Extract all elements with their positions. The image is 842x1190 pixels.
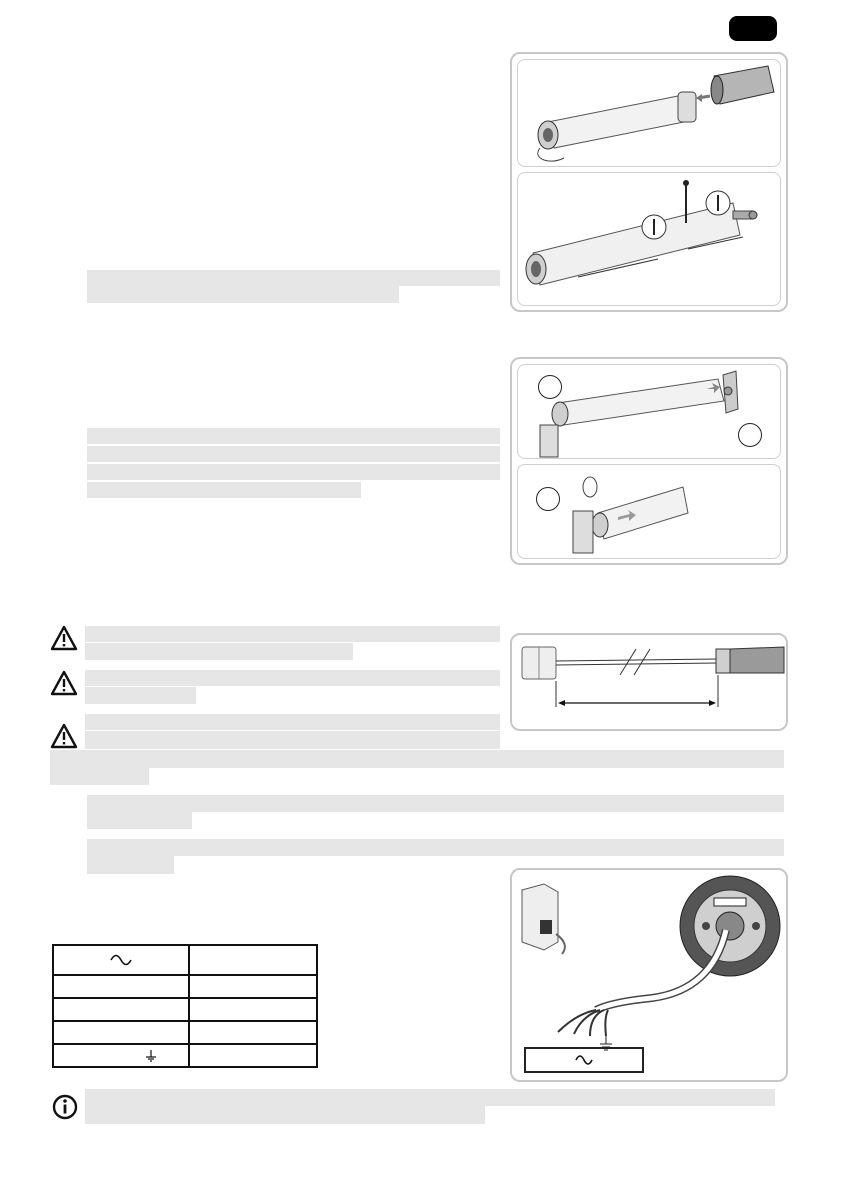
warning-text-3b: [85, 731, 500, 749]
warning-text-3d: [50, 768, 149, 785]
table-cell: [189, 998, 317, 1021]
figure-motor-insert: [517, 59, 781, 167]
table-cell: [189, 945, 317, 975]
table-cell: [53, 1044, 189, 1067]
figure-adapter-screws: [517, 172, 781, 306]
table-cell: [189, 1021, 317, 1044]
text-block-5: [87, 839, 784, 856]
figure-bracket-lock: [517, 464, 781, 559]
table-row: [53, 998, 317, 1021]
warning-icon: [50, 625, 78, 651]
ac-supply-box: [524, 1047, 644, 1073]
ac-wave-icon: [109, 954, 133, 966]
info-text: [85, 1089, 775, 1106]
table-cell: [53, 998, 189, 1021]
table-row: [53, 1044, 317, 1067]
figure-cable-length: [510, 633, 788, 731]
table-cell: [53, 975, 189, 998]
warning-text-1: [85, 626, 500, 642]
text-block-2d: [87, 482, 361, 498]
table-cell: [189, 1044, 317, 1067]
table-row: [53, 945, 317, 975]
info-icon: [52, 1094, 78, 1120]
text-block-1b: [87, 286, 399, 303]
wire-color-table: [52, 944, 318, 1068]
text-block-5b: [87, 856, 174, 874]
figure-bracket-mount: [510, 357, 788, 565]
table-cell: [53, 1021, 189, 1044]
warning-text-2b: [85, 687, 196, 704]
figure-motor-assembly: [510, 52, 788, 312]
warning-icon: [50, 670, 78, 696]
ground-icon: [144, 1050, 158, 1062]
text-block-2c: [87, 464, 500, 480]
info-text-b: [85, 1106, 485, 1124]
text-block-4b: [87, 812, 192, 829]
warning-text-3: [85, 714, 500, 730]
figure-wiring: [510, 868, 788, 1082]
warning-icon: [50, 723, 78, 749]
ac-wave-icon: [526, 1049, 642, 1071]
warning-text-1b: [85, 643, 353, 660]
language-badge: [729, 16, 777, 41]
callout-circle: [536, 487, 560, 511]
text-block-2: [87, 428, 500, 444]
text-block-1: [87, 270, 500, 286]
table-row: [53, 1021, 317, 1044]
text-block-4: [87, 795, 784, 812]
table-row: [53, 975, 317, 998]
table-cell: [53, 945, 189, 975]
warning-text-3c: [50, 750, 784, 768]
callout-circle: [538, 375, 562, 399]
callout-circle: [738, 423, 762, 447]
warning-text-2: [85, 670, 500, 686]
table-cell: [189, 975, 317, 998]
text-block-2b: [87, 446, 500, 462]
